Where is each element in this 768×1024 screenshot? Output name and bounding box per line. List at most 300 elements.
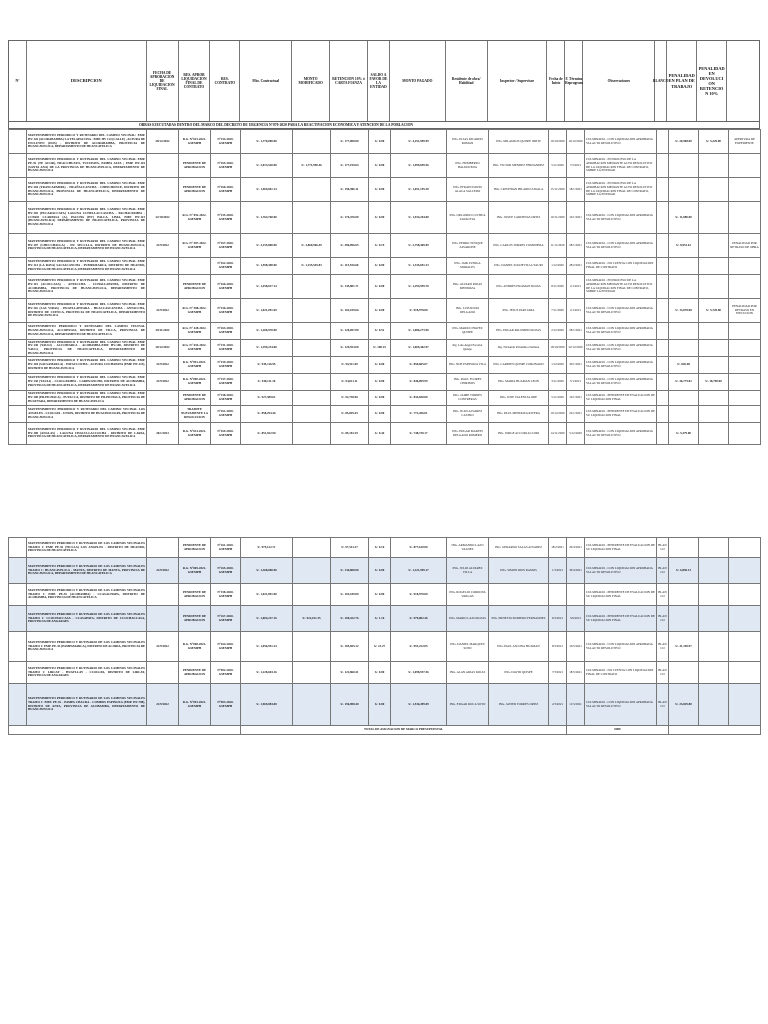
row-residente: ING. RAUL FLORES CHIRINOS: [447, 374, 489, 391]
row-description: MANTENIMIENTO PERIODICO Y RUTINARIO DEL CAMINO VECINAL EMP. HV-114 (LA RAYA) SACSACANCHA - PUMPAMARCA, DISTRITO DE HUANDO, PROVINCIA DE HUANCAVELICA, DEPARTAMENTO DE HUANCAVELICA: [27, 258, 147, 275]
row-monto-pagado: S/. 1,098,937.56: [391, 662, 447, 684]
row-retencion: S/. 102,109.66: [331, 299, 369, 323]
row-penalidad-retencion: [699, 662, 729, 684]
row-number: [9, 632, 27, 662]
row-inspector: ING. VICTOR MENDEZ FERNANDEZ: [489, 154, 549, 178]
row-saldo: S/. 0.00: [369, 584, 391, 606]
row-extra: PENALIDAD POR RETRASO DE OBRA: [729, 234, 761, 258]
row-penalidad: S/. 36,775.81: [669, 374, 699, 391]
row-penalidad-retencion: [699, 558, 729, 584]
row-extra: [729, 340, 761, 357]
row-extra: [729, 606, 761, 632]
row-observaciones: CULMINADO - CON LIQUIDACION APROBADA VIA ACTO RESOLUTIVO: [585, 357, 657, 374]
header-observaciones: Observaciones: [583, 41, 655, 121]
row-saldo: S/. 0.00: [369, 391, 391, 406]
row-penalidad-retencion: [699, 340, 729, 357]
header-monto-pagado: MONTO PAGADO: [390, 41, 446, 121]
row-observaciones: CULMINADO - NO CUENTA CON LIQUIDACION FINAL DE CONTRATO: [585, 662, 657, 684]
row-retencion: S/. 196,908.40: [331, 684, 369, 726]
row-retencion: S/. 115,554.60: [331, 258, 369, 275]
row-inspector: Ing. Fernando Palomino Orellana: [489, 340, 549, 357]
row-number: [9, 130, 27, 154]
row-fecha-termino: 20/4/2021: [567, 538, 585, 558]
row-retencion: S/. 94,511.69: [331, 357, 369, 374]
row-blanco: BLANCO: [657, 662, 669, 684]
row-extra: [729, 406, 761, 423]
row-monto-contractual: S/. 1,598,300.00: [241, 258, 293, 275]
row-monto-contractual: S/. 1,056,951.24: [241, 632, 293, 662]
row-blanco: [657, 275, 669, 299]
row-resolucion: PENDIENTE DE APROBACION: [179, 584, 211, 606]
row-description: MANTENIMIENTO PERIODICO Y RUTINARIO DEL CAMINO VECINAL EMP. HV-107 (CHUCCHALLA) - DV. SECCLLA, DISTRITO DE HUANCAVELICA, PROVINCIA DE HUANCAVELICA, DEPARTAMENTO DE HUANCAVELICA: [27, 234, 147, 258]
row-observaciones: CULMINADO - CON LIQUIDACION APROBADA VIA ACTO RESOLUTIVO: [585, 684, 657, 726]
row-residente: ING. ARMANDO LAZO VALDEZ: [447, 538, 489, 558]
row-saldo: S/. 0.00: [369, 154, 391, 178]
row-resolucion: R.G. N°093-2022-GM/MPH: [179, 684, 211, 726]
header-retencion: RETENCION 10% ó CARTA FIANZA: [330, 41, 368, 121]
row-fecha-termino: 22/1/2021: [567, 406, 585, 423]
row-inspector: ING. JORGE ACCORI ACCORI: [489, 423, 549, 445]
row-retencion: S/. 105,695.12: [331, 632, 369, 662]
row-saldo: S/. 100.15: [369, 340, 391, 357]
row-penalidad: [669, 323, 699, 340]
row-extra: [729, 374, 761, 391]
row-residente: Ing. Luis Angel Escobar Quispe: [447, 340, 489, 357]
row-monto-pagado: S/. 1,934,264.00: [391, 202, 447, 234]
row-resolucion: PENDIENTE DE APROBACION: [179, 606, 211, 632]
row-fecha-termino: 7/2/2021: [567, 154, 585, 178]
row-fecha-inicio: 15/11/2020: [549, 178, 567, 202]
row-description: MANTENIMIENTO PERIODICO Y RUTINARIO DEL CAMINO VECINAL EMP. HV-100 (ANGLAS) - LAGUNA CHACCLLACCOCHA - DISTRITO DE LARIA, PROVINCIA DE HUANCAVELICA, DEPARTAMENTO DE HUANCAVELICA: [27, 423, 147, 445]
row-blanco: BLANCO: [657, 684, 669, 726]
row-monto-contractual: S/. 1,969,084.00: [241, 684, 293, 726]
row-fecha: [147, 662, 179, 684]
table-row: [9, 323, 761, 340]
row-penalidad-retencion: [699, 606, 729, 632]
row-number: [9, 234, 27, 258]
row-number: [9, 391, 27, 406]
row-blanco: [657, 357, 669, 374]
row-fecha-termino: 18/5/2021: [567, 662, 585, 684]
row-saldo: S/. 0.00: [369, 374, 391, 391]
row-fecha: 22/9/2022: [147, 558, 179, 584]
row-description: MANTENIMIENTO PERIODICO Y RUTINARIO DE LOS CAMINOS VECINALES TRAMO 1: EMP. PE-3S - PAMPA CHACRA - COMBOS ESPINOZA (EMP. HV-708), DISTRITO DE ANTA, PROVINCIA DE ACOBAMBA, DEPARTAMENTO DE HUANCAVELICA: [27, 684, 147, 726]
row-monto-modificado: [293, 374, 331, 391]
row-number: [9, 357, 27, 374]
row-retencion: S/. 177,199.04: [331, 154, 369, 178]
header-inspector: Inspector / Supervisor: [488, 41, 548, 121]
header-descripcion: DESCRIPCION: [27, 41, 147, 121]
row-saldo: S/. 0.00: [369, 684, 391, 726]
row-inspector: ING. ANDRES HUAMAN ROJAS: [489, 275, 549, 299]
row-monto-contractual: S/. 1,969,061.14: [241, 178, 293, 202]
row-saldo: S/. 1.16: [369, 606, 391, 632]
table-row: [9, 558, 761, 584]
table-row: [9, 299, 761, 323]
row-penalidad: [669, 391, 699, 406]
row-residente: ING. JULIO ALVAREZ VILCA: [447, 558, 489, 584]
row-penalidad-retencion: [699, 538, 729, 558]
row-fecha: 30/11/2022: [147, 323, 179, 340]
row-observaciones: CULMINADO - NO CUENTA CON LIQUIDACION FINAL DE CONTRATO: [585, 258, 657, 275]
row-penalidad-retencion: [699, 258, 729, 275]
header-monto-contractual: Mto. Contractual: [240, 41, 292, 121]
row-monto-modificado: [293, 340, 331, 357]
section-banner: OBRAS EJECUTADAS DENTRO DEL MARCO DEL DECRETO DE URGENCIA N°070-2020 PARA LA REACTIVACION ECONOMICA Y ATENCION DE LA POBLACION: [8, 122, 760, 129]
row-observaciones: CULMINADO - PENDIENTE DE EVALUACION DE SU LIQUIDACION FINAL: [585, 391, 657, 406]
row-fecha-inicio: 8/3/2021: [549, 632, 567, 662]
table-row: [9, 178, 761, 202]
row-monto-modificado: [293, 423, 331, 445]
row-number: [9, 538, 27, 558]
row-retencion: S/. 145,801.71: [331, 275, 369, 299]
table-row: [9, 234, 761, 258]
row-extra: [729, 202, 761, 234]
row-resolucion: PENDIENTE DE APROBACION: [179, 275, 211, 299]
table-row: [9, 154, 761, 178]
row-resolucion: R.G. N°014-2022-GM/MPH: [179, 423, 211, 445]
row-residente: ING. EFRAIN DAVID ALACA SALCEDO: [447, 178, 489, 202]
row-res-contrato: N°167-2020-GM/MPH: [211, 606, 241, 632]
row-extra: [729, 178, 761, 202]
row-penalidad: S/. 826.98: [669, 357, 699, 374]
row-fecha-inicio: 11/11/2020: [549, 234, 567, 258]
row-observaciones: CULMINADO - PENDIENTE DE EVALUACION DE SU LIQUIDACION FINAL: [585, 406, 657, 423]
row-monto-contractual: S/. 1,368,000.00: [241, 558, 293, 584]
total-row: [9, 726, 761, 735]
row-monto-contractual: S/. 1,764,760.00: [241, 202, 293, 234]
row-res-contrato: N°164-2020-GM/MPH: [211, 632, 241, 662]
row-observaciones: CULMINADO - EN PROCESO DE LA APROBACION MEDIANTE ACTO RESOLUTIVO DE LA LIQUIDACION FINAL DE CONTRATO, SOBRE LA ENTIDAD: [585, 275, 657, 299]
row-fecha-inicio: 6/3/2021: [549, 606, 567, 632]
row-saldo: S/. 0.00: [369, 258, 391, 275]
table-row: [9, 374, 761, 391]
row-description: MANTENIMIENTO PERIODICO Y RUTINARIO DEL CAMINO VECINAL EMP. HV-116 (LAS VIRAS) - HUAYLLAHUARA - HUACCASCANCHA - ANTACCHA, DISTRITO DE CUENCA, PROVINCIA DE HUANCAVELICA, DEPARTAMENTO DE HUANCAVELICA: [27, 299, 147, 323]
row-inspector: ING. GERARDO SALAS ALVAREZ: [489, 538, 549, 558]
row-monto-contractual: S/. 975,122.71: [241, 538, 293, 558]
row-retencion: S/. 196,906.11: [331, 178, 369, 202]
row-observaciones: CULMINADO - CON LIQUIDACION APROBADA VIA ACTO RESOLUTIVO: [585, 234, 657, 258]
row-fecha: 22/9/2022: [147, 632, 179, 662]
row-penalidad: S/. 20,908.00: [669, 130, 699, 154]
row-monto-contractual: S/. 858,294.46: [241, 406, 293, 423]
row-fecha-inicio: 18/10/2020: [549, 340, 567, 357]
row-retencion: S/. 94,011.11: [331, 374, 369, 391]
row-fecha-termino: 2/1/2021: [567, 299, 585, 323]
row-resolucion: R.G. N° 588-2022-GM/MPH: [179, 299, 211, 323]
row-resolucion: R.G. N°069-2022-GM/MPH: [179, 558, 211, 584]
row-res-contrato: N°158-2020-GM/MPH: [211, 584, 241, 606]
row-description: MANTENIMIENTO PERIODICO Y RUTINARIO DEL CAMINO VECINAL EMP. HV-115 (ACOCCASA) - ANTACCHA - CCHALLAPANPA, DISTRITO DE ACOBAMBA, PROVINCIA DE HUANCAVELICA, DEPARTAMENTO DE HUANCAVELICA: [27, 275, 147, 299]
row-residente: ING. ALVARO ROJAS MENDOZA: [447, 275, 489, 299]
row-inspector: ING. EDGAR PALOMINO ROJAS: [489, 323, 549, 340]
row-blanco: BLANCO: [657, 606, 669, 632]
row-blanco: BLANCO: [657, 538, 669, 558]
row-penalidad-retencion: [699, 178, 729, 202]
report-sheet: [8, 40, 760, 735]
row-penalidad-retencion: [699, 202, 729, 234]
header-res-contrato: RES. CONTRATO: [210, 41, 240, 121]
row-monto-contractual: S/. 927,389.61: [241, 391, 293, 406]
row-resolucion: R.G. N° 654-2022-GM/MPH: [179, 340, 211, 357]
row-inspector: ING. MARIA HUAMAN LEON: [489, 374, 549, 391]
row-monto-pagado: S/. 991,222.05: [391, 632, 447, 662]
row-fecha-inicio: 3/11/2020: [549, 374, 567, 391]
row-retencion: S/. 122,860.41: [331, 662, 369, 684]
header-fecha-inicio: Fecha de Inicio: [547, 41, 565, 121]
header-fecha-termino: F. Término Reprogram: [565, 41, 583, 121]
row-monto-pagado: S/. 2,758,469.09: [391, 234, 447, 258]
header-fecha: FECHA DE APROBACION DE LIQUIDACION FINAL: [147, 41, 179, 121]
row-inspector: ING. JOSE VALENCIA ORE: [489, 391, 549, 406]
row-monto-contractual: S/. 945,116.95: [241, 357, 293, 374]
row-residente: ING. JUAN ALVAREZ CASTRO: [447, 406, 489, 423]
row-inspector: ING. DAVID QUISPE: [489, 662, 549, 684]
row-fecha: 22/9/2022: [147, 299, 179, 323]
row-observaciones: CULMINADO - EN PROCESO DE LA APROBACION MEDIANTE ACTO RESOLUTIVO DE LA LIQUIDACION FINAL DE CONTRATO, SOBRE LA ENTIDAD: [585, 154, 657, 178]
row-res-contrato: N°165-2020-GM/MPH: [211, 558, 241, 584]
table-row: [9, 662, 761, 684]
row-penalidad: [669, 275, 699, 299]
row-number: [9, 258, 27, 275]
row-fecha-termino: [567, 584, 585, 606]
row-penalidad-retencion: [699, 584, 729, 606]
row-resolucion: PENDIENTE DE APROBACION: [179, 391, 211, 406]
row-blanco: [657, 406, 669, 423]
works-table-bottom: [8, 537, 761, 735]
row-penalidad-retencion: [699, 357, 729, 374]
row-monto-contractual: S/. 1,299,234.00: [241, 340, 293, 357]
row-extra: [729, 423, 761, 445]
row-observaciones: CULMINADO - CON LIQUIDACION APROBADA VIA ACTO RESOLUTIVO: [585, 632, 657, 662]
row-fecha-inicio: 7/11/2020: [549, 299, 567, 323]
row-fecha-inicio: 10/11/2020: [549, 202, 567, 234]
row-extra: [729, 323, 761, 340]
row-observaciones: CULMINADO - PENDIENTE DE EVALUACION DE SU LIQUIDACION FINAL: [585, 538, 657, 558]
row-monto-pagado: S/. 1,069,462.97: [391, 340, 447, 357]
row-monto-contractual: S/. 2,013,520.00: [241, 154, 293, 178]
row-penalidad-retencion: [699, 323, 729, 340]
table-row: [9, 684, 761, 726]
row-res-contrato: N°154-2020-GM/MPH: [211, 130, 241, 154]
row-monto-pagado: S/. 772,456.01: [391, 406, 447, 423]
row-fecha-termino: 30/1/2021: [567, 357, 585, 374]
row-fecha-inicio: 2/12/2020: [549, 323, 567, 340]
row-retencion: S/. 92,738.96: [331, 391, 369, 406]
row-saldo: S/. 0.00: [369, 178, 391, 202]
row-res-contrato: N°151-2020-GM/MPH: [211, 340, 241, 357]
row-fecha-termino: 5/6/2021: [567, 606, 585, 632]
row-fecha-termino: 10/1/2021: [567, 391, 585, 406]
row-fecha: [147, 606, 179, 632]
row-observaciones: CULMINADO - CON LIQUIDACION APROBADA VIA ACTO RESOLUTIVO: [585, 299, 657, 323]
row-residente: ING. DANIEL MARQUEZ SOTO: [447, 632, 489, 662]
row-penalidad: [669, 662, 699, 684]
row-observaciones: CULMINADO - CON LIQUIDACION APROBADA VIA ACTO RESOLUTIVO: [585, 323, 657, 340]
row-penalidad: [669, 538, 699, 558]
row-fecha: [147, 258, 179, 275]
row-penalidad: S/. 6,850.13: [669, 558, 699, 584]
row-fecha: 20/1/2023: [147, 423, 179, 445]
row-monto-modificado: [293, 632, 331, 662]
row-monto-pagado: S/. 1,651,195.30: [391, 178, 447, 202]
row-extra: [729, 357, 761, 374]
row-fecha-inicio: 5/11/2020: [549, 391, 567, 406]
row-blanco: [657, 154, 669, 178]
row-inspector: ING. SIMON RIOS RAMOS: [489, 558, 549, 584]
row-extra: [729, 391, 761, 406]
row-inspector: ING. PAUL ASCONA HUAMAN: [489, 632, 549, 662]
row-description: MANTENIMIENTO PERIODICO Y RUTINARIO DEL CAMINO VECINAL EMP. HV-130 (YAULI) - CCOLLPAMPA - CARHUANCHO, DISTRITO DE ACOBAMBA, PROVINCIA DE HUANCAVELICA, DEPARTAMENTO DE HUANCAVELICA: [27, 374, 147, 391]
row-extra: [729, 684, 761, 726]
row-resolucion: PENDIENTE DE APROBACION: [179, 178, 211, 202]
row-residente: ING. MARIO LAZO ROJAS: [447, 606, 489, 632]
row-fecha-termino: 28/2/2021: [567, 258, 585, 275]
row-res-contrato: N°162-2020-GM/MPH: [211, 258, 241, 275]
row-res-contrato: N°161-2020-GM/MPH: [211, 406, 241, 423]
row-retencion: S/. 85,829.45: [331, 406, 369, 423]
row-monto-contractual: S/. 851,922.90: [241, 423, 293, 445]
row-monto-pagado: S/. 877,610.00: [391, 538, 447, 558]
row-fecha: 22/9/2022: [147, 374, 179, 391]
row-inspector: ING. CRISTHIAN HILARIO ZAVALA: [489, 178, 549, 202]
row-description: MANTENIMIENTO PERIODICO Y RUTINARIO DEL CAMINO VECINAL: EMP. HV-126 (ACORABAMBA) LA TELAPACCHA - EMP. HV 114 (CALLE) , ALTURA DE INCLUYEN (DOS) , DISTRITO DE ACORABAMBA, PROVINCIA DE HUANCAVELICA, DEPARTAMENTO DE HUANCAVELICA: [27, 130, 147, 154]
row-fecha: [147, 154, 179, 178]
row-fecha-inicio: 1/12/2020: [549, 258, 567, 275]
row-number: [9, 606, 27, 632]
row-number: [9, 406, 27, 423]
row-res-contrato: N°155-2020-GM/MPH: [211, 202, 241, 234]
row-fecha: [147, 391, 179, 406]
row-res-contrato: N°903-2020-GM/MPH: [211, 684, 241, 726]
row-fecha-inicio: 7/3/2021: [549, 662, 567, 684]
row-saldo: S/. 0.19: [369, 234, 391, 258]
row-fecha-inicio: 10/10/2020: [549, 130, 567, 154]
row-fecha-termino: 18/1/2021: [567, 178, 585, 202]
row-monto-modificado: [293, 275, 331, 299]
row-fecha-inicio: 1/3/2021: [549, 558, 567, 584]
row-retencion: S/. 85,192.29: [331, 423, 369, 445]
row-observaciones: CULMINADO - CON LIQUIDACION APROBADA VIA ACTO RESOLUTIVO: [585, 340, 657, 357]
row-retencion: S/. 97,512.27: [331, 538, 369, 558]
row-extra: [729, 632, 761, 662]
row-description: MANTENIMIENTO PERIODICO Y RUTINARIO DE LOS CAMINOS VECINALES TRAMO 1: EMP. PE-3S (TICLLA) LOS ANGELES - DISTRITO DE HUANDO, PROVINCIA DE HUANCAVELICA: [27, 538, 147, 558]
row-inspector: [489, 584, 549, 606]
row-blanco: [657, 374, 669, 391]
row-res-contrato: N°157-2020-GM/MPH: [211, 374, 241, 391]
row-fecha-termino: 28/1/2021: [567, 234, 585, 258]
row-description: MANTENIMIENTO PERIODICO Y RUTINARIO DEL CAMINO VECINAL EMP. PE-3S (TE ACOR), HUACCHUAYO, TUCUPATA, PAMPA ALTA ; EMP. HV-116 (SANTA ANA) DE LA PROVINCIA DE HUANCAVELICA, DEPARTAMENTO DE HUANCAVELICA: [27, 154, 147, 178]
row-blanco: [657, 391, 669, 406]
row-monto-modificado: [293, 357, 331, 374]
row-monto-contractual: S/. 1,228,604.16: [241, 662, 293, 684]
row-fecha-termino: 30/4/2021: [567, 558, 585, 584]
row-saldo: S/. 0.00: [369, 662, 391, 684]
row-monto-pagado: S/. 846,099.99: [391, 374, 447, 391]
row-saldo: S/. 0.00: [369, 130, 391, 154]
header-n: N°: [9, 41, 27, 121]
row-penalidad: S/. 11,080.00: [669, 202, 699, 234]
row-observaciones: CULMINADO - EN PROCESO DE LA APROBACION MEDIANTE ACTO RESOLUTIVO DE LA LIQUIDACION FINAL DE CONTRATO, SOBRE LA ENTIDAD: [585, 178, 657, 202]
row-description: MANTENIMIENTO PERIODICO Y RUTINARIO DE LOS CAMINOS VECINALES TRAMO 1: EMP. PE-3S (PAMPAMARCA), DISTRITO DE ACORIA, PROVINCIA DE HUANCAVELICA: [27, 632, 147, 662]
row-number: [9, 662, 27, 684]
row-res-contrato: N°160-2020-GM/MPH: [211, 178, 241, 202]
row-monto-modificado: [293, 684, 331, 726]
row-extra: PENALIDAD POR RETRASO EN EJECUCION: [729, 299, 761, 323]
row-resolucion: PENDIENTE DE APROBACION: [179, 538, 211, 558]
row-monto-pagado: S/. 1,536,499.09: [391, 684, 447, 726]
row-number: [9, 374, 27, 391]
row-observaciones: CULMINADO - CON LIQUIDACION APROBADA VIA ACTO RESOLUTIVO: [585, 374, 657, 391]
row-blanco: [657, 178, 669, 202]
row-description: MANTENIMIENTO PERIODICO Y RUTINARIO DE LOS CAMINOS VECINALES TRAMO 1: HUANCAVELICA - MANTA, DISTRITO DE MANTA, PROVINCIA DE HUANCAVELICA, DEPARTAMENTO DE HUANCAVELICA: [27, 558, 147, 584]
row-fecha-inicio: 2/3/2021: [549, 684, 567, 726]
row-monto-contractual: S/. 1,458,017.14: [241, 275, 293, 299]
row-monto-pagado: S/. 748,730.17: [391, 423, 447, 445]
row-extra: [729, 662, 761, 684]
row-description: MANTENIMIENTO PERIODICO Y RUTINARIO DEL CAMINO VECINAL EMP. HV-104 (SACSAMARCA) - PATACCOCHA - ALTURA COCHAPATA (EMP. HV-115), DISTRITO DE HUANCAVELICA: [27, 357, 147, 374]
header-monto-modificado: MONTO MODIFICADO: [292, 41, 330, 121]
row-fecha-termino: 10/5/2021: [567, 632, 585, 662]
row-monto-contractual: S/. 1,206,970.00: [241, 323, 293, 340]
row-retencion: S/. 176,476.00: [331, 202, 369, 234]
row-retencion: S/. 129,923.00: [331, 340, 369, 357]
row-monto-pagado: S/. 979,002.46: [391, 606, 447, 632]
row-residente: ING. PEDRO TUNQUE ZAVARONE: [447, 234, 489, 258]
row-description: MANTENIMIENTO PERIODICO Y RUTINARIO DE LOS CAMINOS VECINALES TRAMO 1: CCOCHACCASA - CCASAPATA, DISTRITO DE CCOCHACCASA, PROVINCIA DE ANGARAES: [27, 606, 147, 632]
header-blanco: BLANCO: [655, 41, 667, 121]
row-extra: APERTURA DE EXPEDIENTE: [729, 130, 761, 154]
row-fecha-termino: 22/12/2020: [567, 340, 585, 357]
table-row: [9, 357, 761, 374]
row-inspector: ING. CARMEN QUISPE CORONADO: [489, 357, 549, 374]
row-fecha-inicio: 8/11/2020: [549, 275, 567, 299]
table-row: [9, 406, 761, 423]
row-retencion: S/. 177,000.00: [331, 130, 369, 154]
table-row: [9, 130, 761, 154]
row-number: [9, 178, 27, 202]
row-fecha: 22/9/2022: [147, 234, 179, 258]
row-saldo: S/. 0.16: [369, 538, 391, 558]
table-row: [9, 340, 761, 357]
row-number: [9, 323, 27, 340]
row-res-contrato: N°156-2020-GM/MPH: [211, 299, 241, 323]
row-fecha: [147, 538, 179, 558]
row-retencion: S/. 120,697.00: [331, 323, 369, 340]
row-monto-contractual: S/. 1,021,091.69: [241, 299, 293, 323]
row-resolucion: R.G. N°615-2022-GM/MPH: [179, 130, 211, 154]
row-monto-modificado: [293, 662, 331, 684]
row-penalidad: [669, 340, 699, 357]
row-saldo: S/. 0.00: [369, 299, 391, 323]
row-fecha-inicio: 14/11/2020: [549, 423, 567, 445]
header-penalidad-retencion: PENALIDAD EN DEVOLUCI ON RETENCIO N 10%: [697, 41, 727, 121]
row-fecha: 22/10/2022: [147, 202, 179, 234]
row-number: [9, 340, 27, 357]
row-number: [9, 275, 27, 299]
row-monto-pagado: S/. 1,294,959.70: [391, 275, 447, 299]
row-monto-modificado: [293, 391, 331, 406]
row-description: MANTENIMIENTO PERIODICO Y RUTINARIO DEL CAMINO VECINAL HUANCAVELICA, ACCOHUASI, DISTRITO DE VILCA, PROVINCIA DE HUANCAVELICA, DEPARTAMENTO DE HUANCAVELICA: [27, 323, 147, 340]
table-row: [9, 391, 761, 406]
row-number: [9, 154, 27, 178]
row-inspector: ING. ERNESTO ROMERO FERNANDEZ: [489, 606, 549, 632]
row-residente: ING. ALAN ARIAS ROJAS: [447, 662, 489, 684]
row-penalidad: [669, 258, 699, 275]
row-penalidad-retencion: S/. 5,720.00: [699, 299, 729, 323]
row-blanco: BLANCO: [657, 632, 669, 662]
row-resolucion: [179, 258, 211, 275]
